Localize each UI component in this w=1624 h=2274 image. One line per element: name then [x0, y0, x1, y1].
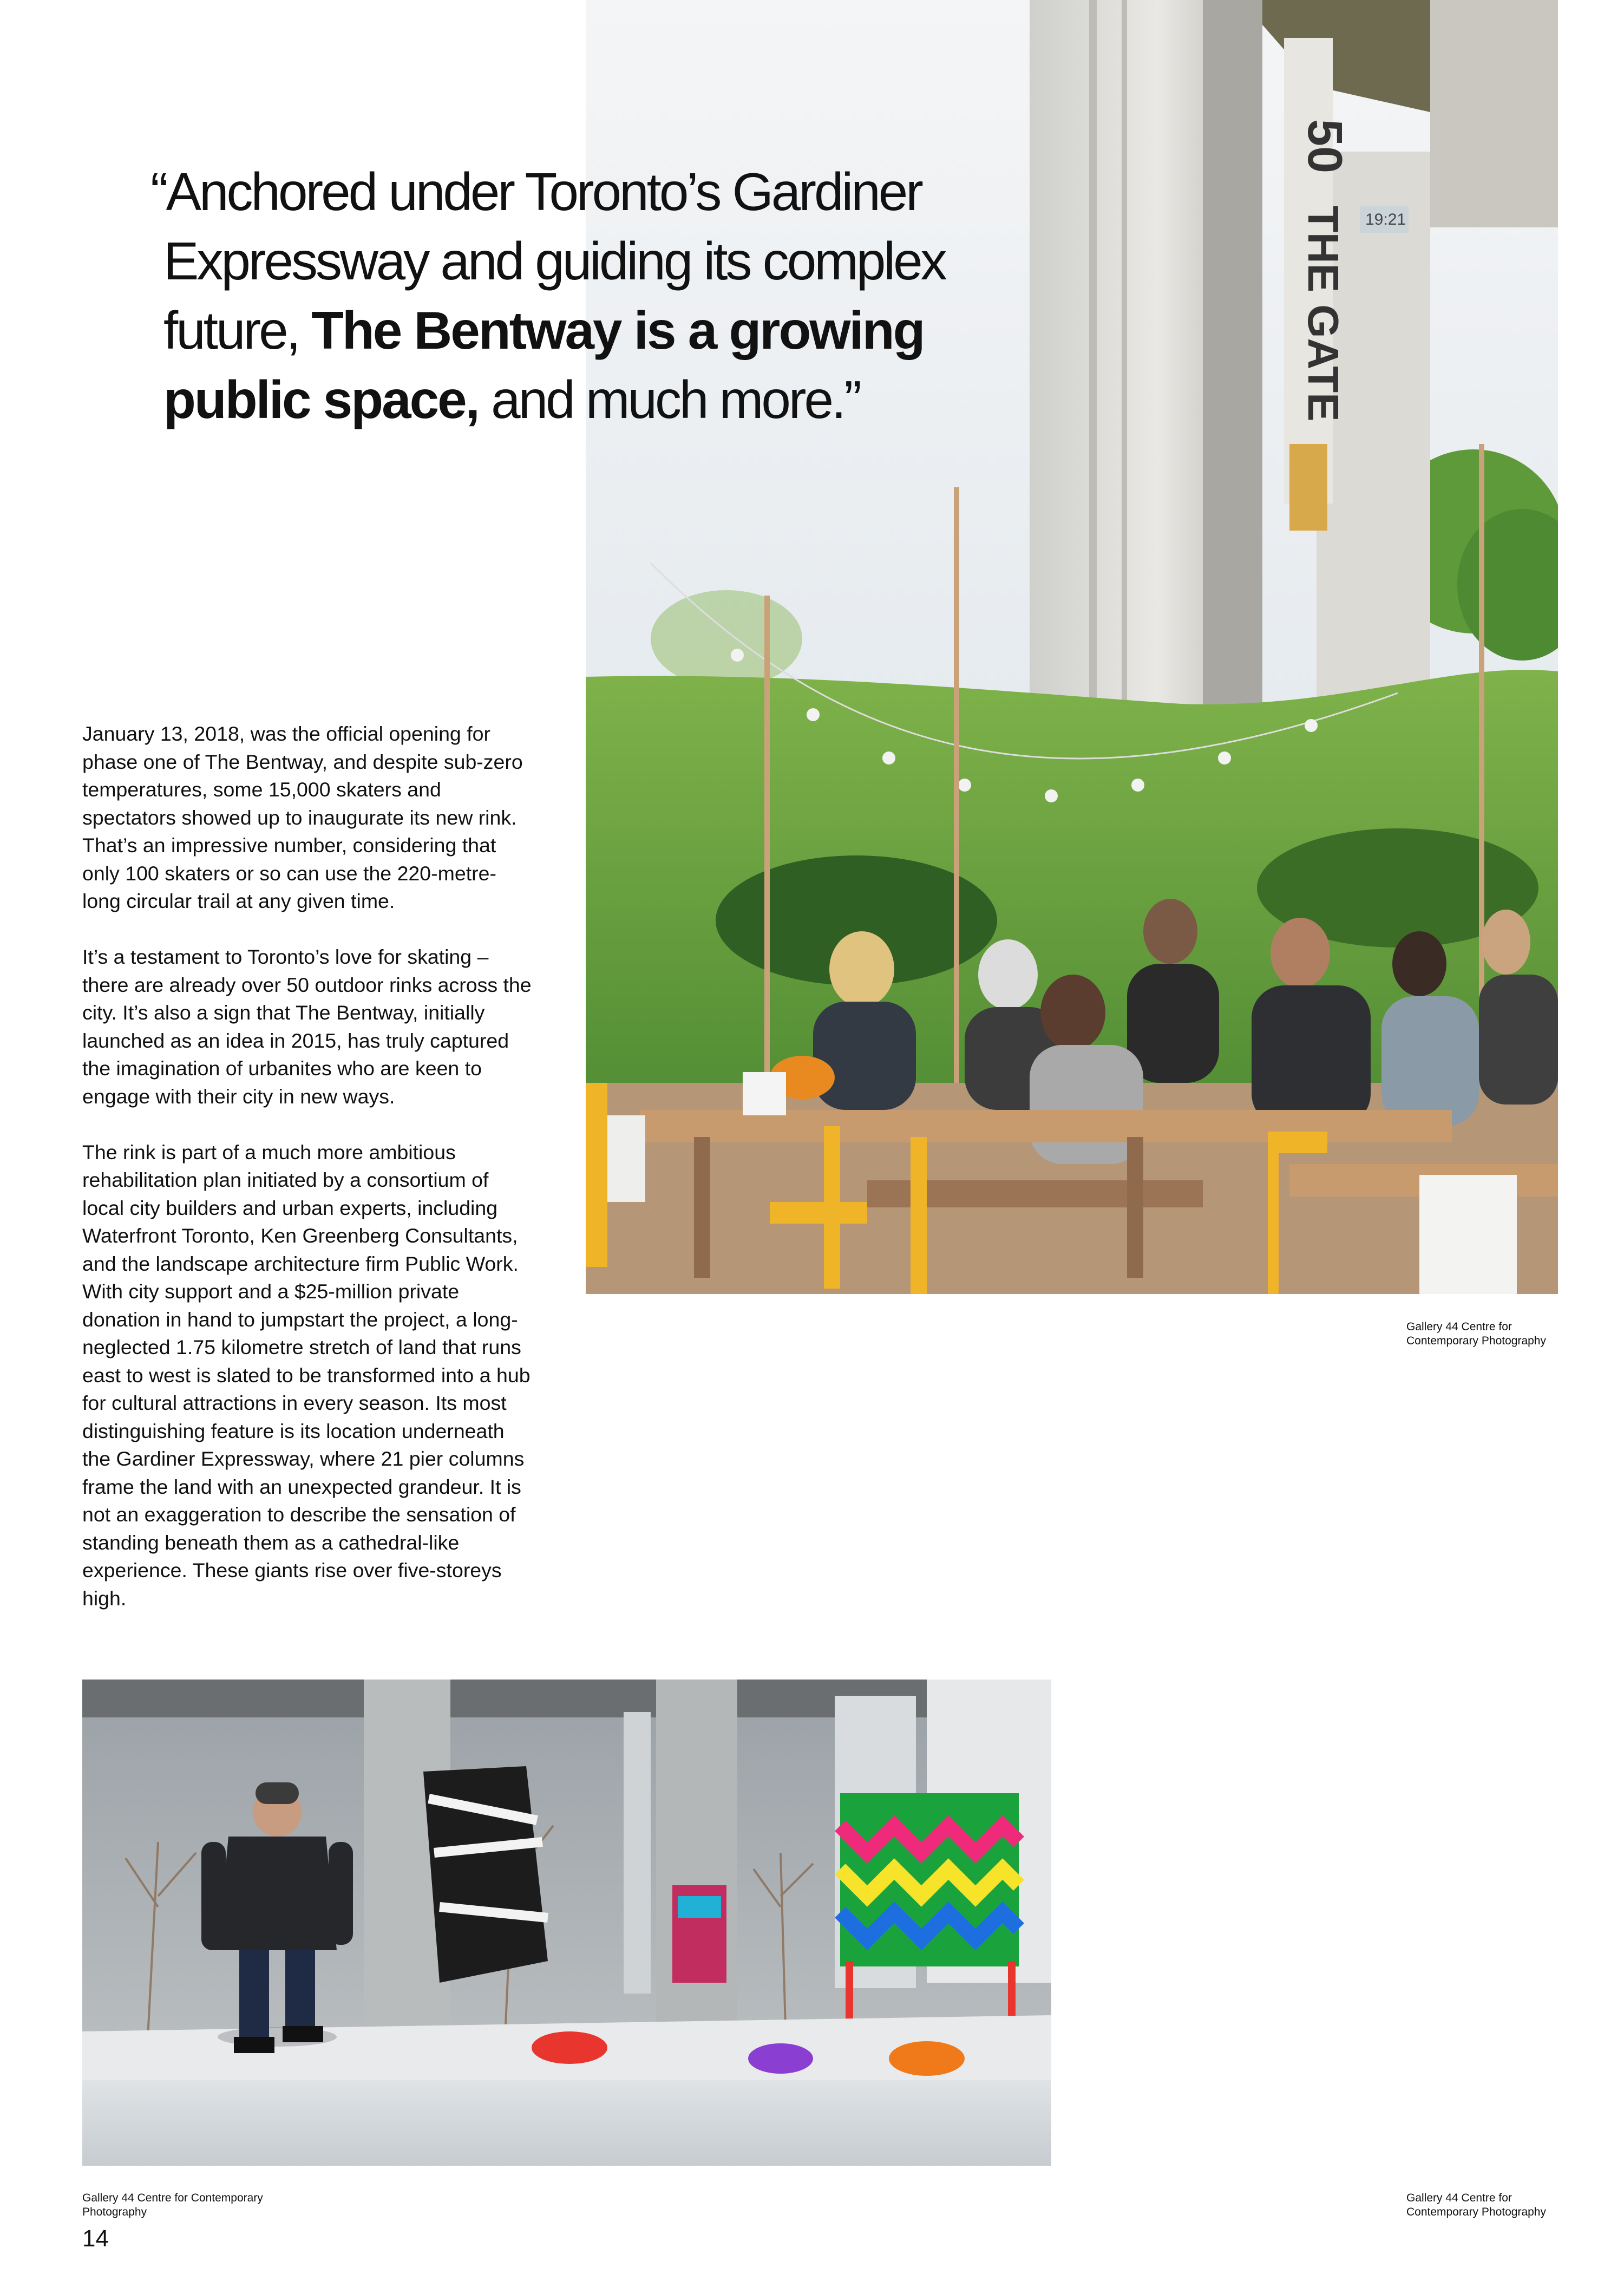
quote-bold-2: public space,	[163, 370, 479, 429]
page-number: 14	[82, 2225, 109, 2252]
body-paragraph-1: January 13, 2018, was the official opening for phase one of The Bentway, and despite sub-zero temperatures, some 15,000 skaters and spectators showed up to inaugurate its new rink. That’s an impressive number, considering that only 100 skaters or so can use the 220-metre-long circular trail at any given time.	[82, 722, 523, 912]
photo-skater-rink	[82, 1680, 1051, 2166]
quote-line-2: Expressway and guiding its complex	[163, 231, 945, 291]
quote-line-4: public space, and much more.”	[163, 370, 860, 429]
photo-credit-bottom-right: Gallery 44 Centre for Contemporary Photography	[1406, 2192, 1546, 2218]
article-body	[82, 720, 532, 1641]
photo-credit-top: Gallery 44 Centre for Contemporary Photography	[1406, 1321, 1546, 1347]
quote-bold-1: The Bentway is a growing	[311, 300, 924, 360]
clock-display: 19:21	[1365, 211, 1406, 228]
quote-line-3: future, The Bentway is a growing	[163, 300, 924, 360]
photo-credit-bottom-left: Gallery 44 Centre for Contemporary Photography	[82, 2192, 263, 2218]
pull-quote	[150, 157, 995, 434]
sign-number: 50	[1298, 119, 1352, 174]
body-paragraph-3: The rink is part of a much more ambitious rehabilitation plan initiated by a consortium of local city builders and urban experts, including Waterfront Toronto, Ken Greenberg Consultants, and the landscape architecture firm Public Work. With city support and a $25-million private donation in hand to jumpstart the project, a long-neglected 1.75 kilometre stretch of land that runs east to west is slated to be transformed into a hub for cultural attractions in every season. Its most distinguishing feature is its location underneath the Gardiner Expressway, where 21 pier columns frame the land with an unexpected grandeur. It is not an exaggeration to describe the sensation of standing beneath them as a cathedral-like experience. These giants rise over five-storeys high.	[82, 1140, 531, 1610]
body-paragraph-2: It’s a testament to Toronto’s love for skating – there are already over 50 outdoor rinks across the city. It’s also a sign that The Bentway, initially launched as an idea in 2015, has truly captured the imagination of urbanites who are keen to engage with their city in new ways.	[82, 945, 532, 1108]
quote-line-1: “Anchored under Toronto’s Gardiner	[150, 162, 921, 221]
sign-text: THE GATE	[1299, 206, 1347, 422]
